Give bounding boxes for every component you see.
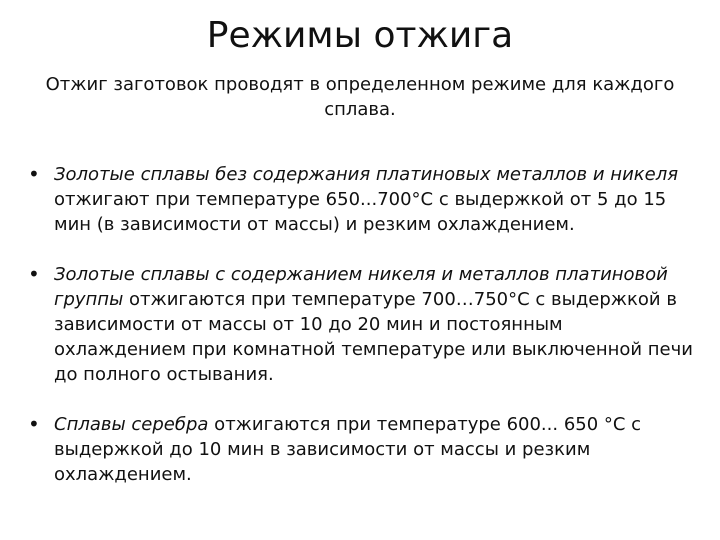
bullet-item-gold-with-platinum — [28, 262, 696, 387]
bullet-icon — [28, 412, 48, 438]
bullet-emphasis: Золотые сплавы без содержания платиновых металлов и никеля — [54, 164, 679, 185]
bullet-icon — [28, 162, 48, 188]
bullet-text: отжигают при температуре 650...700°С с выдержкой от 5 до 15 мин (в зависимости от массы) и резким охлаждением. — [54, 189, 667, 235]
bullet-item-gold-no-platinum — [28, 162, 696, 237]
intro-line-1: Отжиг заготовок проводят в определенном режиме для каждого — [45, 74, 675, 95]
bullet-list — [28, 162, 696, 487]
bullet-text: отжигаются при температуре 700…750°С с выдержкой в зависимости от массы от 10 до 20 мин и постоянным охлаждением при комнатной температуре или выключенной печи до полного остывания. — [54, 289, 693, 385]
bullet-item-silver — [28, 412, 696, 487]
intro-text — [40, 72, 680, 122]
bullet-emphasis: Золотые сплавы с содержанием никеля и металлов платиновой группы — [54, 264, 668, 310]
bullet-emphasis: Сплавы серебра — [54, 414, 209, 435]
intro-line-2: сплава. — [324, 99, 396, 120]
bullet-text: отжигаются при температуре 600... 650 °С с выдержкой до 10 мин в зависимости от массы и резким охлаждением. — [54, 414, 642, 485]
slide-title: Режимы отжига — [206, 15, 514, 56]
bullet-icon — [28, 262, 48, 288]
